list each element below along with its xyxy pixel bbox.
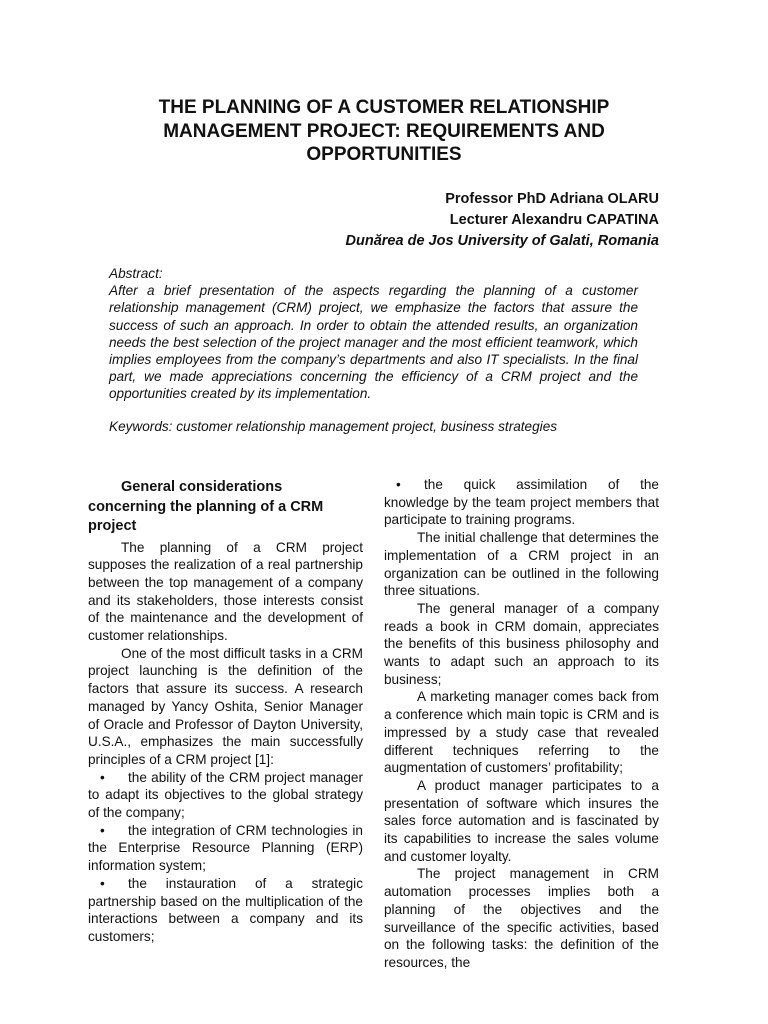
body-paragraph: One of the most difficult tasks in a CRM project launching is the definition of the factors that assure its success. A research managed by Yancy Oshita, Senior Manager of Oracle and Professor of Dayton University, U.S.A., emphasizes the main successfully principles of a CRM project [1]: xyxy=(88,645,363,767)
body-paragraph: The general manager of a company reads a book in CRM domain, appreciates the benefits of this business philosophy and wants to adapt such an approach to its business; xyxy=(384,600,659,687)
author-name: Professor PhD Adriana OLARU xyxy=(445,191,659,207)
bullet-item xyxy=(384,476,659,529)
author-block xyxy=(346,189,659,252)
bullet-icon: • xyxy=(100,822,105,838)
bullet-icon: • xyxy=(396,477,401,492)
title-line: OPPORTUNITIES xyxy=(306,144,462,165)
title-line: THE PLANNING OF A CUSTOMER RELATIONSHIP xyxy=(158,97,610,118)
section-heading-line: General considerations xyxy=(121,479,283,495)
affiliation: Dunărea de Jos University of Galati, Romania xyxy=(345,233,659,249)
section-heading-line: concerning the planning of a CRM project xyxy=(88,498,324,534)
body-paragraph: The project management in CRM automation processes implies both a planning of the objectives and the surveillance of the specific activities, based on the following tasks: the definition of the resources, the xyxy=(384,866,659,970)
bullet-text: the quick assimilation of the knowledge by the team project members that participate to training programs. xyxy=(384,477,659,528)
bullet-item xyxy=(88,875,363,946)
author-name: Lecturer Alexandru CAPATINA xyxy=(449,212,659,228)
bullet-icon: • xyxy=(100,875,105,891)
bullet-text: the ability of the CRM project manager to adapt its objectives to the global strategy of the company; xyxy=(88,769,363,821)
paper-title xyxy=(80,96,688,167)
keywords: Keywords: customer relationship management project, business strategies xyxy=(109,418,558,434)
bullet-text: the instauration of a strategic partnership based on the multiplication of the interactions between a company and its customers; xyxy=(88,875,363,944)
body-paragraph: The planning of a CRM project supposes the realization of a real partnership between the top management of a company and its stakeholders, those interests consist of the maintenance and the development of customer relationships. xyxy=(88,539,363,644)
abstract-text: After a brief presentation of the aspects regarding the planning of a customer relationship management (CRM) project, we emphasize the factors that assure the success of such an approach. In order to obtain the attended results, an organization needs the best selection of the project manager and the most efficient teamwork, which implies employees from the company’s departments and also IT specialists. In the final part, we made appreciations concerning the efficiency of a CRM project and the opportunities created by its implementation. xyxy=(109,283,638,402)
left-column xyxy=(88,476,363,946)
bullet-item xyxy=(88,822,363,875)
bullet-icon: • xyxy=(100,769,105,785)
abstract-section xyxy=(109,265,638,435)
body-paragraph: A marketing manager comes back from a conference which main topic is CRM and is impressed by a study case that revealed different techniques referring to the augmentation of customers’ profitability; xyxy=(384,689,659,776)
section-heading xyxy=(88,478,363,537)
abstract-label: Abstract: xyxy=(109,266,163,281)
bullet-item xyxy=(88,769,363,822)
body-paragraph: A product manager participates to a presentation of software which insures the sales force automation and is fascinated by its capabilities to increase the sales volume and customer loyalty. xyxy=(384,777,659,864)
body-paragraph: The initial challenge that determines the implementation of a CRM project in an organization can be outlined in the following three situations. xyxy=(384,530,659,599)
right-column xyxy=(384,476,659,972)
bullet-text: the integration of CRM technologies in the Enterprise Resource Planning (ERP) information system; xyxy=(88,822,363,874)
title-line: MANAGEMENT PROJECT: REQUIREMENTS AND xyxy=(163,120,605,142)
